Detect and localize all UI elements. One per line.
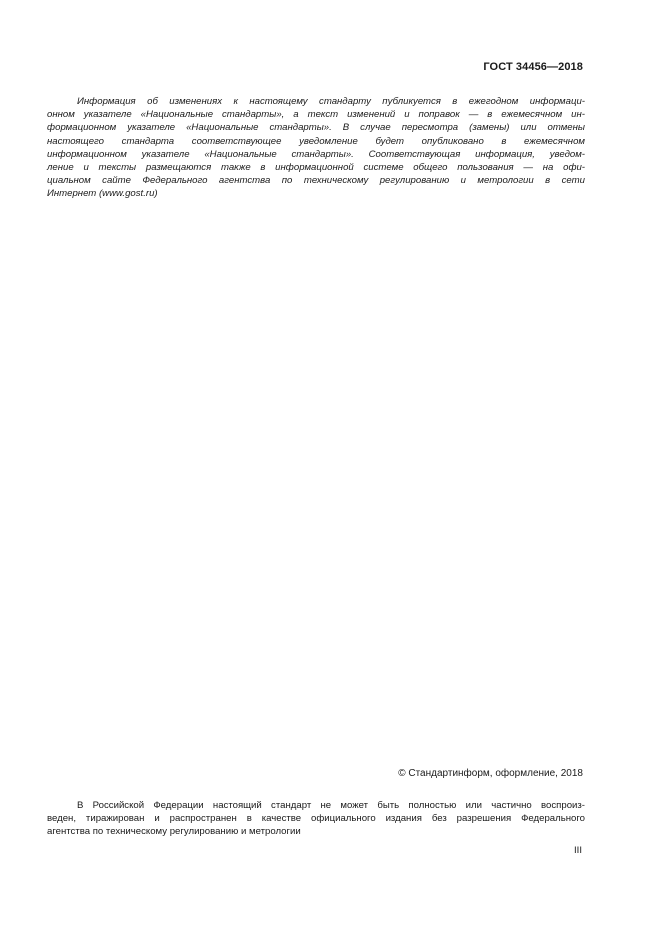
- standard-id-header: ГОСТ 34456—2018: [483, 61, 583, 73]
- page-number: III: [574, 845, 582, 856]
- amendments-info-paragraph: [47, 95, 585, 201]
- info-line: ление и тексты размещаются также в информационной системе общего пользования — на офи-: [47, 162, 585, 174]
- reproduction-rights-paragraph: [47, 799, 585, 838]
- info-line: Информация об изменениях к настоящему стандарту публикуется в ежегодном информаци-: [77, 96, 585, 107]
- info-line: информационном указателе «Национальные стандарты». Соответствующая информация, уведом-: [47, 148, 585, 160]
- info-line: онном указателе «Национальные стандарты», а текст изменений и поправок — в ежемесячном ин-: [47, 109, 585, 121]
- info-line: Интернет (www.gost.ru): [47, 188, 158, 200]
- info-line: настоящего стандарта соответствующее уведомление будет опубликовано в ежемесячном: [47, 135, 585, 147]
- info-line: циальном сайте Федерального агентства по техническому регулированию и метрологии в сети: [47, 175, 585, 187]
- info-line: формационном указателе «Национальные стандарты». В случае пересмотра (замены) или отмены: [47, 122, 585, 134]
- rights-line: веден, тиражирован и распространен в качестве официального издания без разрешения Федерального: [47, 813, 585, 824]
- rights-line: агентства по техническому регулированию и метрологии: [47, 826, 301, 837]
- rights-line: В Российской Федерации настоящий стандарт не может быть полностью или частично воспроиз-: [77, 800, 585, 811]
- copyright-notice: © Стандартинформ, оформление, 2018: [398, 768, 583, 779]
